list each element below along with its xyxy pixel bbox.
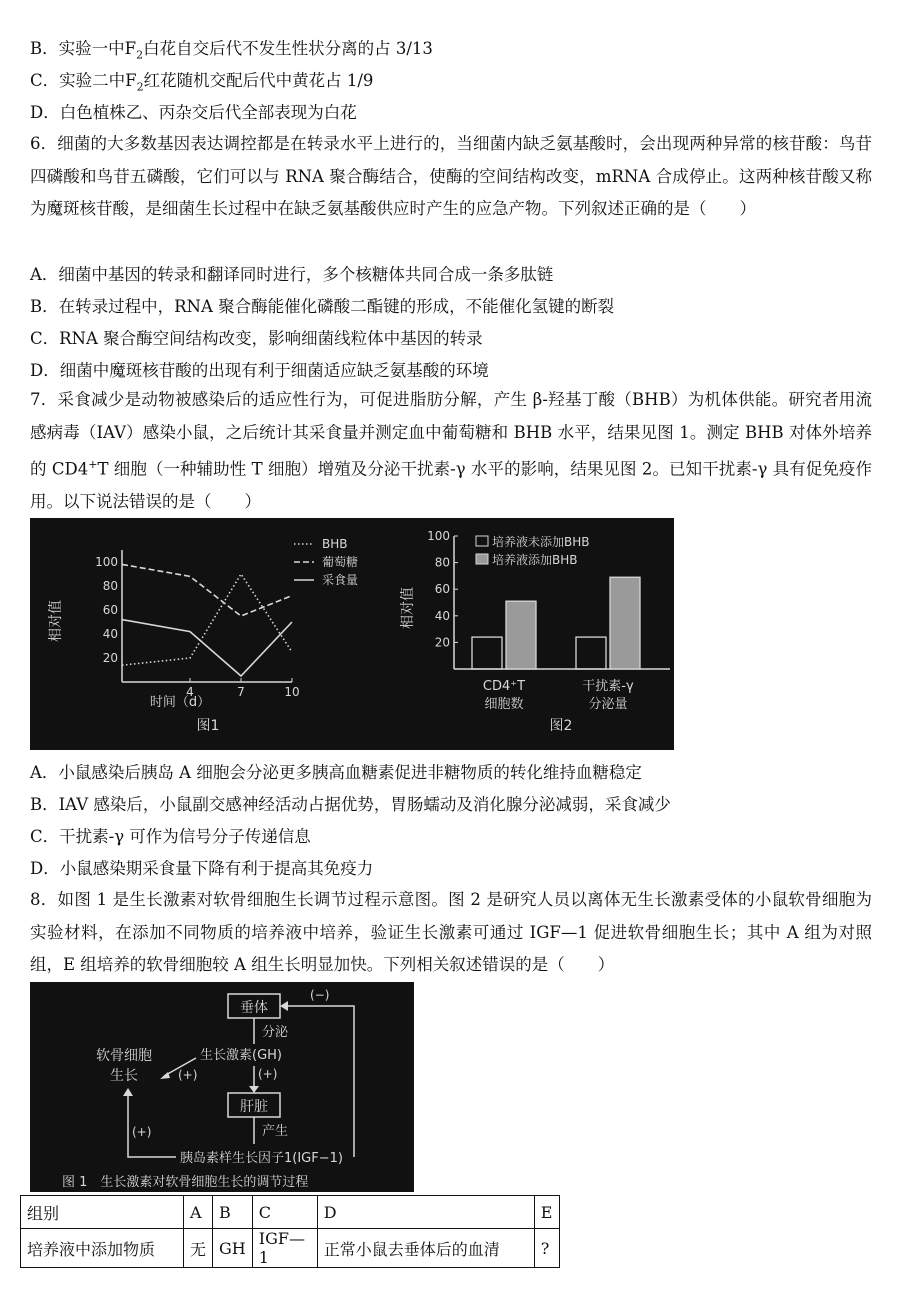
legend-bhb-added-swatch bbox=[476, 554, 488, 564]
plus-gh-cartilage: (+) bbox=[178, 1068, 198, 1082]
gh-label: 生长激素(GH) bbox=[200, 1048, 282, 1063]
table-header-cell: 组别 bbox=[21, 1196, 184, 1229]
chart2-ytick: 60 bbox=[434, 582, 450, 597]
igf-label: 胰岛素样生长因子1(IGF−1) bbox=[180, 1151, 343, 1166]
chart2-bar bbox=[610, 577, 640, 669]
q7-option-d: D．小鼠感染期采食量下降有利于提高其免疫力 bbox=[30, 859, 374, 878]
groups-table bbox=[20, 1195, 560, 1268]
minus-feedback: (−) bbox=[310, 988, 330, 1002]
chart2-ytick: 40 bbox=[434, 608, 450, 623]
table-row bbox=[21, 1196, 560, 1229]
plus-gh-liver: (+) bbox=[258, 1067, 278, 1081]
cartilage-label-1: 软骨细胞 bbox=[96, 1048, 152, 1064]
chart2-bar bbox=[472, 637, 502, 669]
chart2-bar bbox=[506, 601, 536, 669]
chart1-series-line bbox=[122, 564, 292, 616]
liver-label: 肝脏 bbox=[240, 1099, 268, 1115]
table-cell: ? bbox=[534, 1229, 559, 1268]
table-header-cell: C bbox=[252, 1196, 317, 1229]
chart2-category-label: CD4⁺T bbox=[482, 679, 526, 694]
q6-stem: 6．细菌的大多数基因表达调控都是在转录水平上进行的，当细菌内缺乏氨基酸时，会出现两种异常的核苷酸：鸟苷四磷酸和鸟苷五磷酸，它们可以与 RNA 聚合酶结合，使酶的空间结构改变，mRNA 合成停止。这两种核苷酸又称为魔斑核苷酸，是细菌生长过程中在缺乏氨基酸供应时产生的应急产物。下列叙述正确的是（ ） bbox=[30, 134, 872, 218]
q6-option-a: A．细菌中基因的转录和翻译同时进行，多个核糖体共同合成一条多肽链 bbox=[30, 265, 554, 284]
q7-figure bbox=[30, 518, 674, 750]
legend-glucose: 葡萄糖 bbox=[322, 555, 359, 569]
q8-stem: 8．如图 1 是生长激素对软骨细胞生长调节过程示意图。图 2 是研究人员以离体无生长激素受体的小鼠软骨细胞为实验材料，在添加不同物质的培养液中培养，验证生长激素可通过 IGF—1 促进软骨细胞生长；其中 A 组为对照组，E 组培养的软骨细胞较 A 组生长明显加快。下列相关叙述错误的是（ ） bbox=[30, 890, 872, 974]
legend-bhb-added: 培养液添加BHB bbox=[492, 553, 578, 567]
chart1-title: 图1 bbox=[196, 718, 220, 734]
table-cell: GH bbox=[213, 1229, 253, 1268]
table-header-cell: D bbox=[317, 1196, 534, 1229]
legend-no-bhb: 培养液未添加BHB bbox=[492, 535, 590, 549]
table-row bbox=[21, 1229, 560, 1268]
chart2-category-label: 分泌量 bbox=[588, 697, 628, 712]
table-cell: 无 bbox=[184, 1229, 213, 1268]
chart1-ytick: 40 bbox=[102, 627, 118, 641]
chart2-ytick: 20 bbox=[434, 635, 450, 650]
chart2-bar bbox=[576, 637, 606, 669]
plus-igf-cartilage: (+) bbox=[132, 1125, 152, 1139]
chart1-ytick: 100 bbox=[95, 555, 118, 569]
table-header-cell: E bbox=[534, 1196, 559, 1229]
q5-option-b: B．实验一中$F_2$白花自交后代不发生性状分离的占 3/13 bbox=[30, 39, 433, 62]
q6-option-b: B．在转录过程中，RNA 聚合酶能催化磷酸二酯键的形成，不能催化氢键的断裂 bbox=[30, 297, 615, 316]
chart2-title: 图2 bbox=[549, 718, 573, 734]
table-cell: 正常小鼠去垂体后的血清 bbox=[317, 1229, 534, 1268]
chart1-series-line bbox=[122, 574, 292, 665]
q7-option-b: B．IAV 感染后，小鼠副交感神经活动占据优势，胃肠蠕动及消化腺分泌减弱，采食减少 bbox=[30, 795, 671, 814]
table-cell: 培养液中添加物质 bbox=[21, 1229, 184, 1268]
pituitary-label: 垂体 bbox=[240, 1000, 268, 1016]
q8-diagram bbox=[30, 982, 414, 1192]
diagram-caption: 图 1 生长激素对软骨细胞生长的调节过程 bbox=[62, 1175, 309, 1190]
q6-option-c: C．RNA 聚合酶空间结构改变，影响细菌线粒体中基因的转录 bbox=[30, 329, 483, 348]
chart2-category-label: 干扰素-γ bbox=[582, 679, 634, 694]
chart1-series-line bbox=[122, 620, 292, 676]
chart2-ytick: 80 bbox=[434, 555, 450, 570]
q6-option-d: D．细菌中魔斑核苷酸的出现有利于细菌适应缺乏氨基酸的环境 bbox=[30, 361, 489, 380]
q5-option-c: C．实验二中$F_2$红花随机交配后代中黄花占 1/9 bbox=[30, 71, 374, 94]
legend-no-bhb-swatch bbox=[476, 536, 488, 546]
q7-option-a: A．小鼠感染后胰岛 A 细胞会分泌更多胰高血糖素促进非糖物质的转化维持血糖稳定 bbox=[30, 763, 642, 782]
chart1-ytick: 80 bbox=[102, 579, 118, 593]
chart2-ytick: 100 bbox=[427, 529, 450, 543]
chart2-category-label: 细胞数 bbox=[484, 697, 524, 712]
chart1-xtick: 4 bbox=[186, 685, 194, 699]
legend-intake: 采食量 bbox=[322, 573, 359, 587]
produce-label: 产生 bbox=[262, 1124, 289, 1139]
chart1-xtick: 7 bbox=[237, 685, 245, 699]
cartilage-label-2: 生长 bbox=[110, 1068, 138, 1084]
q7-stem: 7．采食减少是动物被感染后的适应性行为，可促进脂肪分解，产生 β-羟基丁酸（BHB）为机体供能。研究者用流感病毒（IAV）感染小鼠，之后统计其采食量并测定血中葡萄糖和 BHB 水平，结果见图 1。测定 BHB 对体外培养的 CD4+T 细胞（一种辅助性 T 细胞）增殖及分泌干扰素-γ 水平的影响，结果见图 2。已知干扰素-γ 具有促免疫作用。以下说法错误的是（ ） bbox=[30, 390, 872, 511]
secrete-label: 分泌 bbox=[262, 1025, 289, 1040]
table-header-cell: A bbox=[184, 1196, 213, 1229]
chart1-ytick: 20 bbox=[102, 651, 118, 665]
chart2-ylabel: 相对值 bbox=[400, 587, 416, 629]
table-cell: IGF—1 bbox=[252, 1229, 317, 1268]
chart1-xtick: 10 bbox=[284, 685, 300, 699]
table-header-cell: B bbox=[213, 1196, 253, 1229]
q7-option-c: C．干扰素-γ 可作为信号分子传递信息 bbox=[30, 827, 311, 846]
legend-bhb: BHB bbox=[322, 537, 348, 551]
chart1-xlabel: 时间（d） bbox=[149, 695, 211, 710]
chart1-ylabel: 相对值 bbox=[48, 600, 64, 642]
chart1-ytick: 60 bbox=[102, 603, 118, 617]
q5-option-d: D．白色植株乙、丙杂交后代全部表现为白花 bbox=[30, 103, 357, 122]
